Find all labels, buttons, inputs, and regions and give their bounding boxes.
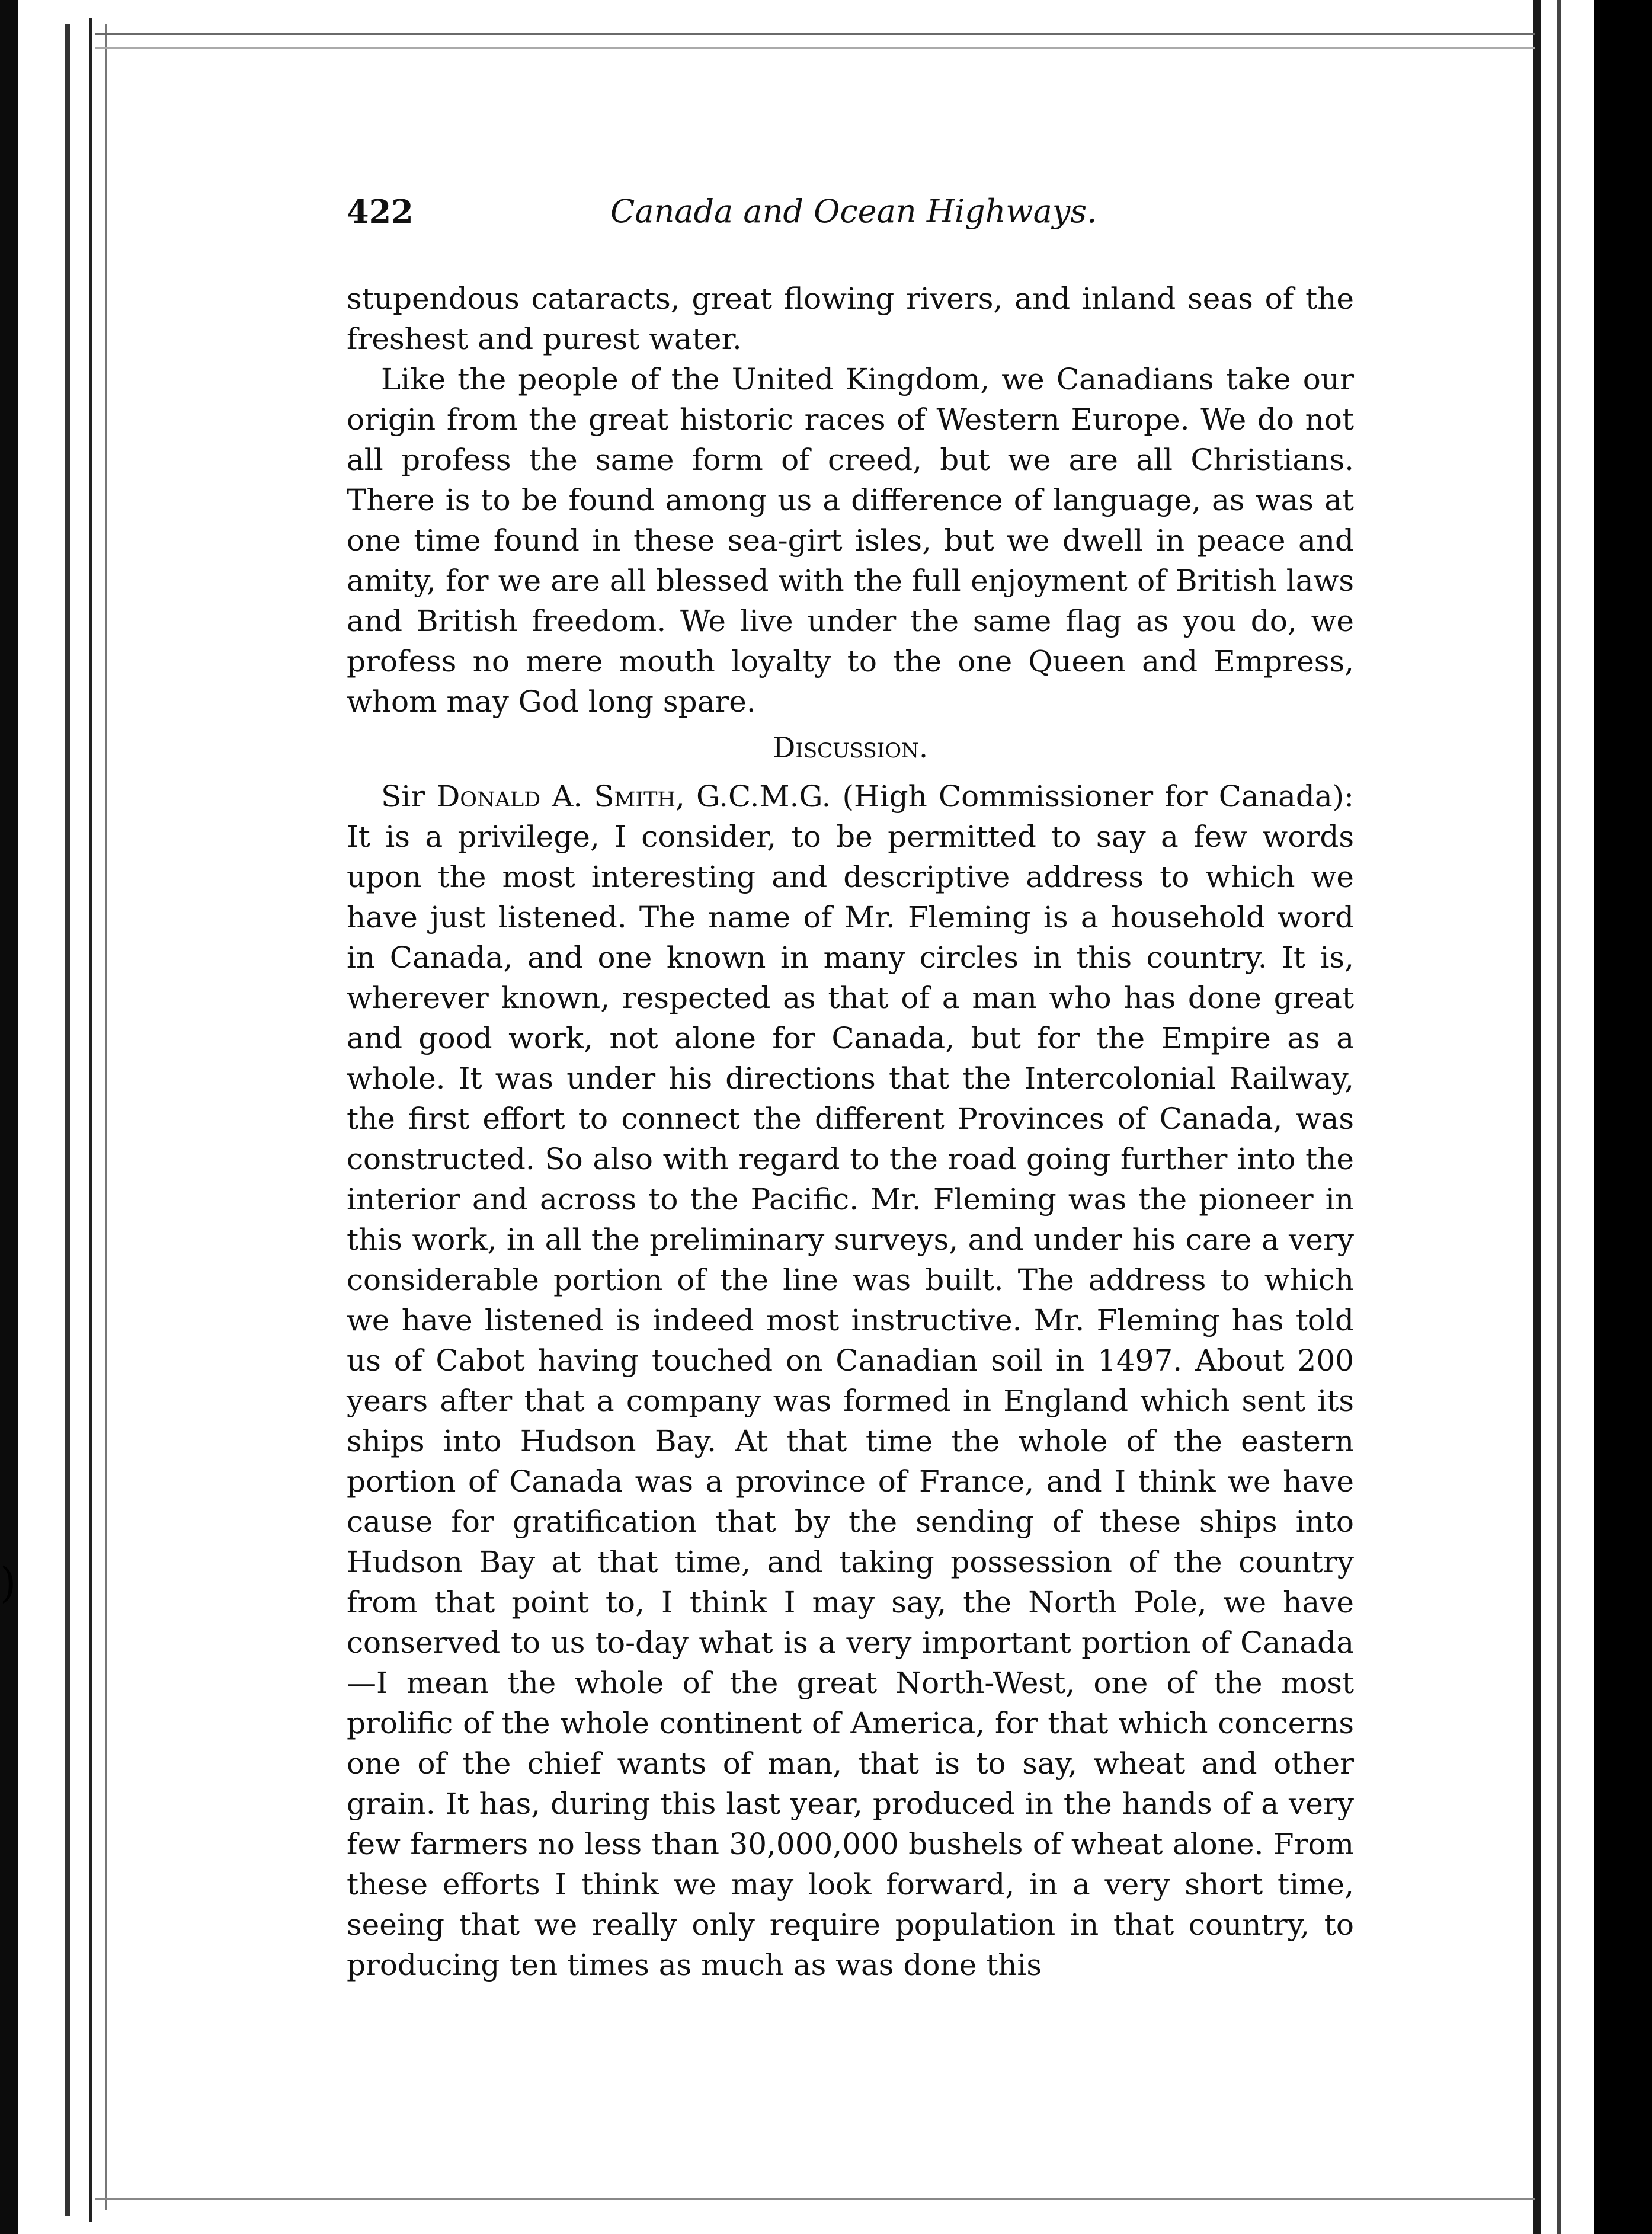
speaker-prefix: Sir	[381, 779, 437, 814]
scan-page-edge-line	[65, 24, 70, 2216]
running-title: Canada and Ocean Highways.	[610, 193, 1097, 230]
scan-top-edge	[95, 33, 1535, 35]
scan-right-border	[1594, 0, 1652, 2234]
scan-right-edge-line	[1557, 0, 1561, 2234]
paragraph-continued: stupendous cataracts, great flowing rivers, and inland seas of the freshest and purest water.	[347, 281, 1354, 356]
body-text	[347, 279, 1354, 1985]
speaker-name: Donald A. Smith	[436, 779, 676, 814]
scan-page-edge-line	[89, 18, 92, 2222]
scan-left-edge	[0, 0, 18, 2234]
scan-page-edge-line	[105, 24, 107, 2210]
page-header	[347, 193, 1407, 246]
discussion-heading: Discussion.	[772, 731, 929, 764]
scan-bottom-edge	[95, 2198, 1535, 2200]
margin-mark: )	[0, 1558, 17, 1607]
scan-right-edge	[1533, 0, 1541, 2234]
paragraph: Like the people of the United Kingdom, we Canadians take our origin from the great historic races of Western Europe. We do not all profess the same form of creed, but we are all Christians. There is to be found among us a difference of language, as was at one time found in these sea-girt isles, but we dwell in peace and amity, for we are all blessed with the full enjoyment of British laws and British freedom. We live under the same flag as you do, we profess no mere mouth loyalty to the one Queen and Empress, whom may God long spare.	[347, 362, 1354, 719]
speaker-remarks: , G.C.M.G. (High Commissioner for Canada): It is a privilege, I consider, to be permitted to say a few words upon the most interesting and descriptive address to which we have just listened. The name of Mr. Fleming is a household word in Canada, and one known in many circles in this country. It is, wherever known, respected as that of a man who has done great and good work, not alone for Canada, but for the Empire as a whole. It was under his directions that the Intercolonial Railway, the first effort to connect the different Provinces of Canada, was constructed. So also with regard to the road going further into the interior and across to the Pacific. Mr. Fleming was the pioneer in this work, in all the preliminary surveys, and under his care a very considerable portion of the line was built. The address to which we have listened is indeed most instructive. Mr. Fleming has told us of Cabot having touched on Canadian soil in 1497. About 200 years after that a company was formed in England which sent its ships into Hudson Bay. At that time the whole of the eastern portion of Canada was a province of France, and I think we have cause for gratification that by the sending of these ships into Hudson Bay at that time, and taking possession of the country from that point to, I think I may say, the North Pole, we have conserved to us to-day what is a very important portion of Canada—I mean the whole of the great North-West, one of the most prolific of the whole continent of America, for that which concerns one of the chief wants of man, that is to say, wheat and other grain. It has, during this last year, produced in the hands of a very few farmers no less than 30,000,000 bushels of wheat alone. From these efforts I think we may look forward, in a very short time, seeing that we really only require population in that country, to producing ten times as much as was done this	[347, 779, 1354, 1982]
scan-top-edge-line	[95, 47, 1535, 49]
page-number: 422	[347, 193, 414, 231]
speaker-paragraph	[347, 776, 1354, 1985]
